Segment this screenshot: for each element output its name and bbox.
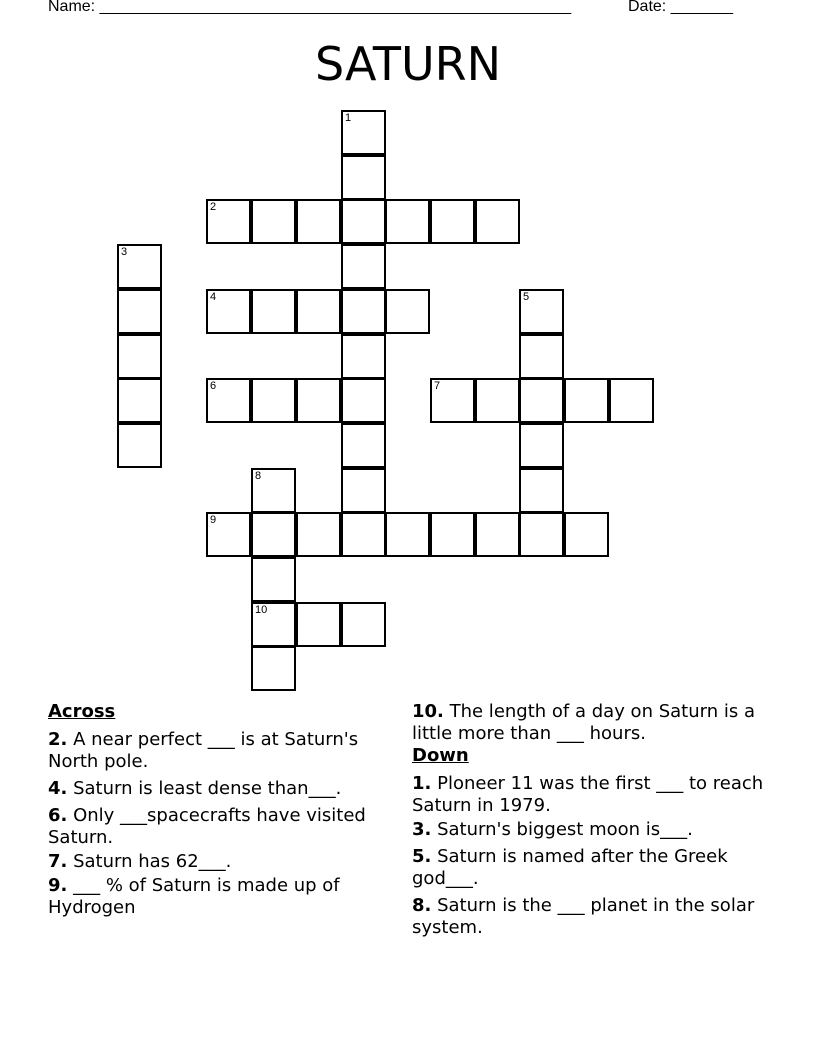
clue-number: 9. [48,875,68,896]
clue-down-5 [412,846,772,890]
clue-text: A near perfect ___ is at Saturn's North pole. [48,729,359,772]
clue-number-label: 8 [255,470,262,482]
crossword-cell[interactable] [206,289,251,334]
crossword-cell[interactable] [341,468,386,513]
crossword-cell[interactable] [251,468,296,513]
crossword-cell[interactable] [341,423,386,468]
crossword-cell[interactable] [251,378,296,423]
crossword-cell[interactable] [296,602,341,647]
clue-number: 7. [48,851,68,872]
crossword-cell[interactable] [206,512,251,557]
crossword-cell[interactable] [341,110,386,155]
clue-number-label: 5 [523,291,530,303]
crossword-cell[interactable] [475,199,520,244]
crossword-cell[interactable] [117,289,162,334]
crossword-cell[interactable] [117,244,162,289]
crossword-cell[interactable] [430,512,475,557]
clue-across-4 [48,778,393,800]
crossword-cell[interactable] [341,199,386,244]
crossword-cell[interactable] [341,512,386,557]
crossword-cell[interactable] [519,468,564,513]
clue-number: 4. [48,778,68,799]
crossword-cell[interactable] [519,378,564,423]
clue-down-8 [412,895,772,939]
clue-across-2 [48,729,393,773]
crossword-cell[interactable] [341,334,386,379]
clue-number: 5. [412,846,432,867]
clue-number-label: 4 [210,291,217,303]
crossword-cell[interactable] [519,289,564,334]
clue-text: Only ___spacecrafts have visited Saturn. [48,805,366,848]
clue-number: 3. [412,819,432,840]
crossword-cell[interactable] [117,334,162,379]
crossword-cell[interactable] [564,512,609,557]
clue-number-label: 10 [255,604,268,616]
crossword-cell[interactable] [251,557,296,602]
crossword-cell[interactable] [296,199,341,244]
crossword-cell[interactable] [206,199,251,244]
crossword-cell[interactable] [385,289,430,334]
clue-text: The length of a day on Saturn is a little more than ___ hours. [412,701,755,744]
clue-text: Saturn's biggest moon is___. [431,819,693,840]
clue-number: 10. [412,701,444,722]
crossword-cell[interactable] [251,602,296,647]
crossword-cell[interactable] [117,423,162,468]
crossword-cell[interactable] [341,155,386,200]
crossword-cell[interactable] [385,199,430,244]
crossword-cell[interactable] [206,378,251,423]
clue-down-3 [412,819,772,841]
clue-text: ___ % of Saturn is made up of Hydrogen [48,875,340,918]
crossword-cell[interactable] [251,289,296,334]
clue-number-label: 9 [210,514,217,526]
crossword-cell[interactable] [475,378,520,423]
crossword-cell[interactable] [341,602,386,647]
clue-number: 2. [48,729,68,750]
clue-across-9 [48,875,393,919]
crossword-cell[interactable] [475,512,520,557]
down-heading: Down [412,745,469,766]
crossword-cell[interactable] [251,199,296,244]
crossword-cell[interactable] [341,244,386,289]
clue-down-1 [412,773,772,817]
clues-right-column [412,701,772,944]
date-field-label[interactable]: Date: _______ [628,0,733,15]
clue-across-7 [48,851,393,873]
clues-left-column [48,701,393,924]
crossword-cell[interactable] [519,423,564,468]
crossword-cell[interactable] [385,512,430,557]
across-heading: Across [48,701,116,722]
crossword-cell[interactable] [296,289,341,334]
crossword-cell[interactable] [430,199,475,244]
crossword-cell[interactable] [609,378,654,423]
clue-number: 6. [48,805,68,826]
crossword-cell[interactable] [341,289,386,334]
clue-text: Saturn is named after the Greek god___. [412,846,728,889]
clue-number-label: 3 [121,246,128,258]
clue-number-label: 2 [210,201,217,213]
crossword-cell[interactable] [251,512,296,557]
clue-number: 8. [412,895,432,916]
crossword-cell[interactable] [117,378,162,423]
clue-number: 1. [412,773,432,794]
crossword-cell[interactable] [519,334,564,379]
crossword-cell[interactable] [341,378,386,423]
clue-number-label: 1 [345,112,352,124]
clue-text: Saturn is the ___ planet in the solar system. [412,895,755,938]
clue-text: Saturn has 62___. [67,851,232,872]
clue-text: Saturn is least dense than___. [67,778,342,799]
crossword-cell[interactable] [519,512,564,557]
clue-number-label: 7 [434,380,441,392]
clue-number-label: 6 [210,380,217,392]
puzzle-title: SATURN [314,37,502,91]
name-field-label[interactable]: Name: _____________________________________________________ [48,0,572,15]
crossword-cell[interactable] [251,646,296,691]
clue-across-6 [48,805,393,849]
crossword-cell[interactable] [296,378,341,423]
crossword-cell[interactable] [430,378,475,423]
clue-across-10 [412,701,772,745]
crossword-cell[interactable] [296,512,341,557]
clue-text: Ploneer 11 was the first ___ to reach Saturn in 1979. [412,773,764,816]
crossword-cell[interactable] [564,378,609,423]
